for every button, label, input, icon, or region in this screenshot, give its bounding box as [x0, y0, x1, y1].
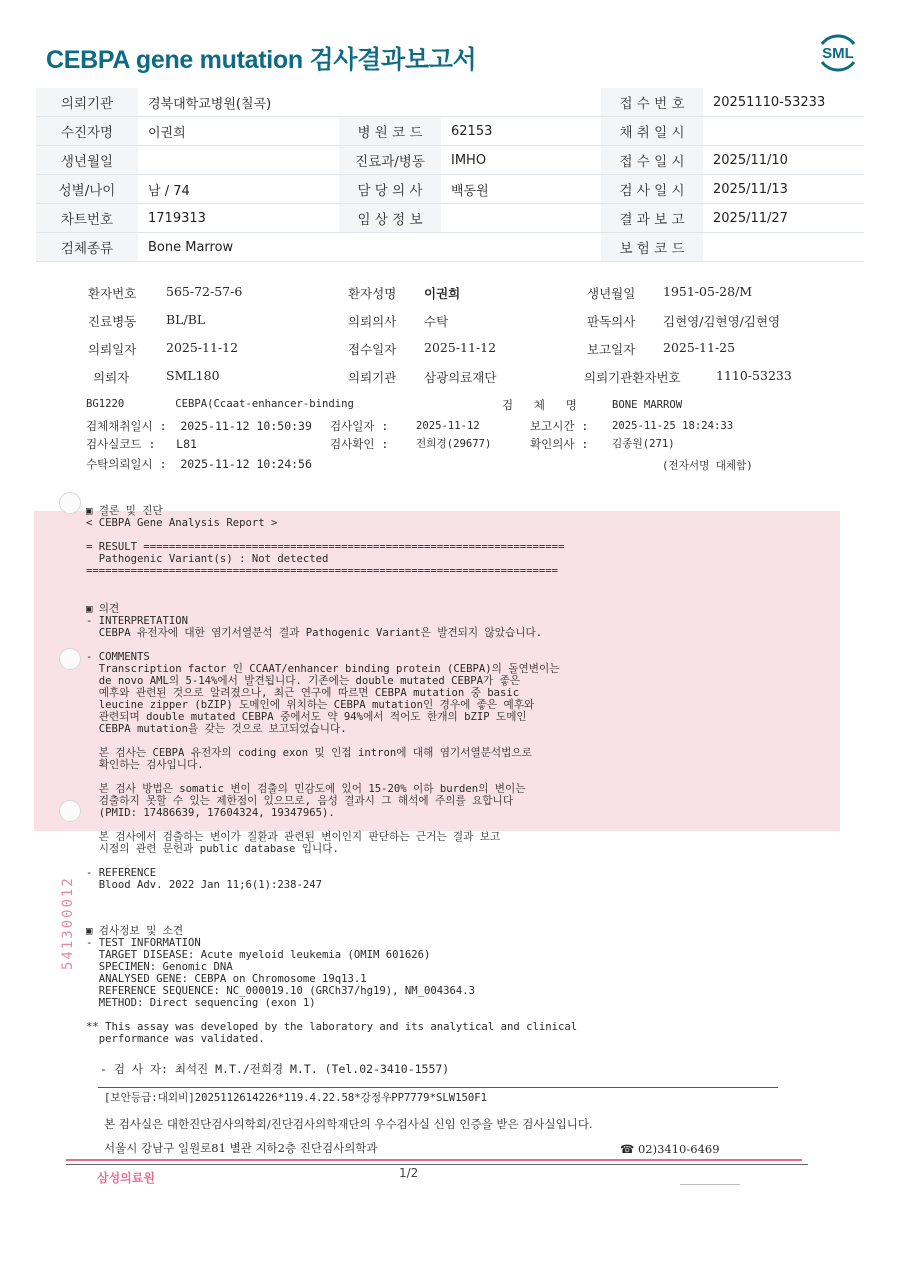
header-value: IMHO — [441, 146, 601, 175]
detail-value: 2025-11-12 — [416, 420, 480, 432]
info-label: 보고일자 — [587, 342, 636, 357]
header-value: 2025/11/13 — [703, 175, 864, 204]
info-label: 의뢰일자 — [88, 342, 137, 357]
header-label: 병 원 코 드 — [339, 117, 441, 146]
detail-text: 검체채취일시 : 2025-11-12 10:50:39 — [86, 419, 312, 433]
specimen-value: BONE MARROW — [612, 399, 683, 411]
header-value: 2025/11/10 — [703, 146, 864, 175]
header-value: 경북대학교병원(칠곡) — [138, 88, 601, 117]
footer-rule — [66, 1164, 808, 1165]
header-row — [36, 117, 864, 146]
test-code-line: BG1220 CEBPA(Ccaat-enhancer-binding — [86, 398, 354, 410]
punch-hole — [59, 648, 81, 670]
info-label: 생년월일 — [587, 286, 636, 301]
header-label: 의뢰기관 — [36, 88, 138, 117]
header-row — [36, 146, 864, 175]
detail-value: 전희경(29677) — [416, 438, 492, 450]
info-value: 565-72-57-6 — [166, 284, 243, 299]
detail-value: 2025-11-25 18:24:33 — [612, 420, 734, 432]
info-label: 진료병동 — [88, 314, 137, 329]
header-label: 결 과 보 고 — [601, 204, 703, 233]
detail-label: 검사일자 : — [330, 419, 389, 433]
info-label: 의뢰자 — [93, 370, 130, 385]
logo-text: SML — [822, 45, 854, 62]
report-title: CEBPA gene mutation 검사결과보고서 — [46, 46, 477, 74]
info-label: 환자성명 — [348, 286, 397, 301]
info-label: 의뢰의사 — [348, 314, 397, 329]
e-signature-note: (전자서명 대체함) — [662, 460, 753, 472]
header-value: 이권희 — [138, 117, 339, 146]
info-value: 수탁 — [424, 314, 449, 329]
certification-line: 본 검사실은 대한진단검사의학회/진단검사의학재단의 우수검사실 신임 인증을 받은 검사실입니다. — [104, 1117, 593, 1131]
header-label: 수진자명 — [36, 117, 138, 146]
header-label: 접 수 일 시 — [601, 146, 703, 175]
header-label: 차트번호 — [36, 204, 138, 233]
test-info-section: ▣ 검사정보 및 소견 - TEST INFORMATION TARGET DISEASE: Acute myeloid leukemia (OMIM 601626) SPECIMEN: Genomic DNA ANALYSED GENE: CEBPA on Chromosome 19q13.1 REFERENCE SEQUENCE: NC_000019.10 (GRCh37/hg19), NM_004364.3 METHOD: Direct sequencing (exon 1) ** This assay was developed by the laboratory and its analytical and clinical performance was validated. — [86, 925, 578, 1045]
header-row — [36, 204, 864, 233]
header-value — [703, 117, 864, 146]
detail-text: 수탁의뢰일시 : 2025-11-12 10:24:56 — [86, 457, 312, 471]
info-label: 환자번호 — [88, 286, 137, 301]
scanned-report — [0, 270, 900, 1270]
header-label: 보 험 코 드 — [601, 233, 703, 262]
opinion-section: ▣ 의견 - INTERPRETATION CEBPA 유전자에 대한 염기서열분석 결과 Pathogenic Variant은 발견되지 않았습니다. - COMMENTS Transcription factor 인 CCAAT/enhancer binding protein (CEBPA)의 돌연변이는 de novo AML의 5-14%에서 발견됩니다. 기존에는 double mutated CEBPA가 좋은 예후와 관련된 것으로 알려졌으나, 최근 연구에 따르면 CEBPA mutation 중 basic leucine zipper (bZIP) 도메인에 위치하는 CEBPA mutation인 경우에 좋은 예후와 관련되며 double mutated CEBPA 중에서도 약 94%에서 적어도 한개의 bZIP 도메인 CEBPA mutation을 갖는 것으로 보고되었습니다. 본 검사는 CEBPA 유전자의 coding exon 및 인접 intron에 대해 염기서열분석법으로 확인하는 검사입니다. 본 검사 방법은 somatic 변이 검출의 민감도에 있어 15-20% 이하 burden의 변이는 검출하지 못할 수 있는 제한점이 있으므로, 음성 결과시 그 해석에 주의를 요합니다 (PMID: 17486639, 17604324, 19347965). 본 검사에서 검출하는 변이가 질환과 관련된 변이인지 판단하는 근거는 결과 보고 시점의 관련 문헌과 public database 입니다. - REFERENCE Blood Adv. 2022 Jan 11;6(1):238-247 — [86, 603, 560, 891]
header-value — [703, 233, 864, 262]
info-value: 1110-53233 — [716, 368, 792, 383]
info-value: 2025-11-12 — [424, 340, 497, 355]
header-value: 20251110-53233 — [703, 88, 864, 117]
header-label: 진료과/병동 — [339, 146, 441, 175]
detail-text: 검사실코드 : L81 — [86, 437, 197, 451]
page-number: 1/2 — [399, 1166, 419, 1180]
header-label: 접 수 번 호 — [601, 88, 703, 117]
footer-brand: 삼성의료원 — [97, 1171, 155, 1185]
info-value: 삼광의료재단 — [424, 370, 497, 385]
detail-label: 보고시간 : — [530, 419, 589, 433]
header-label: 담 당 의 사 — [339, 175, 441, 204]
info-value: BL/BL — [166, 312, 206, 327]
detail-value: 김종원(271) — [612, 438, 675, 450]
header-value: 1719313 — [138, 204, 339, 233]
info-label: 접수일자 — [348, 342, 397, 357]
footer-rule — [66, 1159, 802, 1161]
phone-line: ☎ 02)3410-6469 — [620, 1142, 720, 1156]
header-value — [441, 204, 601, 233]
info-value: 김현영/김현영/김현영 — [663, 314, 781, 329]
punch-hole — [59, 492, 81, 514]
address-line: 서울시 강남구 일원로81 별관 지하2층 진단검사의학과 — [104, 1141, 378, 1155]
punch-hole — [59, 800, 81, 822]
info-value: 2025-11-25 — [663, 340, 736, 355]
detail-label: 검사확인 : — [330, 437, 389, 451]
header-value: 2025/11/27 — [703, 204, 864, 233]
detail-label: 확인의사 : — [530, 437, 589, 451]
header-value: Bone Marrow — [138, 233, 601, 262]
info-value: 1951-05-28/M — [663, 284, 753, 299]
security-line: [보안등급:대외비]2025112614226*119.4.22.58*강정우PP7779*SLW150F1 — [104, 1092, 487, 1104]
header-row — [36, 88, 864, 117]
header-row — [36, 233, 864, 262]
conclusion-section: ▣ 결론 및 진단 < CEBPA Gene Analysis Report > = RESULT ================================================================== Pathogenic Variant(s) : Not detected ========================================================================== — [86, 505, 565, 577]
tester-line: - 검 사 자: 최석진 M.T./전희경 M.T. (Tel.02-3410-1557) — [100, 1062, 450, 1076]
header-row — [36, 175, 864, 204]
header-label: 채 취 일 시 — [601, 117, 703, 146]
info-value: SML180 — [166, 368, 220, 383]
divider — [98, 1087, 778, 1088]
header-label: 생년월일 — [36, 146, 138, 175]
info-value: 2025-11-12 — [166, 340, 239, 355]
specimen-label: 검 체 명 — [502, 398, 577, 412]
header-value: 백동원 — [441, 175, 601, 204]
header-value: 62153 — [441, 117, 601, 146]
header-value — [138, 146, 339, 175]
header-label: 임 상 정 보 — [339, 204, 441, 233]
footer-mark — [680, 1184, 740, 1185]
vertical-barcode-number: 541300012 — [60, 876, 76, 970]
info-value: 이권희 — [424, 286, 461, 301]
info-label: 판독의사 — [587, 314, 636, 329]
header-label: 검 사 일 시 — [601, 175, 703, 204]
header-label: 성별/나이 — [36, 175, 138, 204]
header-table — [36, 88, 864, 262]
info-label: 의뢰기관환자번호 — [584, 370, 681, 385]
header-label: 검체종류 — [36, 233, 138, 262]
info-label: 의뢰기관 — [348, 370, 397, 385]
sml-logo — [814, 30, 862, 76]
header-value: 남 / 74 — [138, 175, 339, 204]
